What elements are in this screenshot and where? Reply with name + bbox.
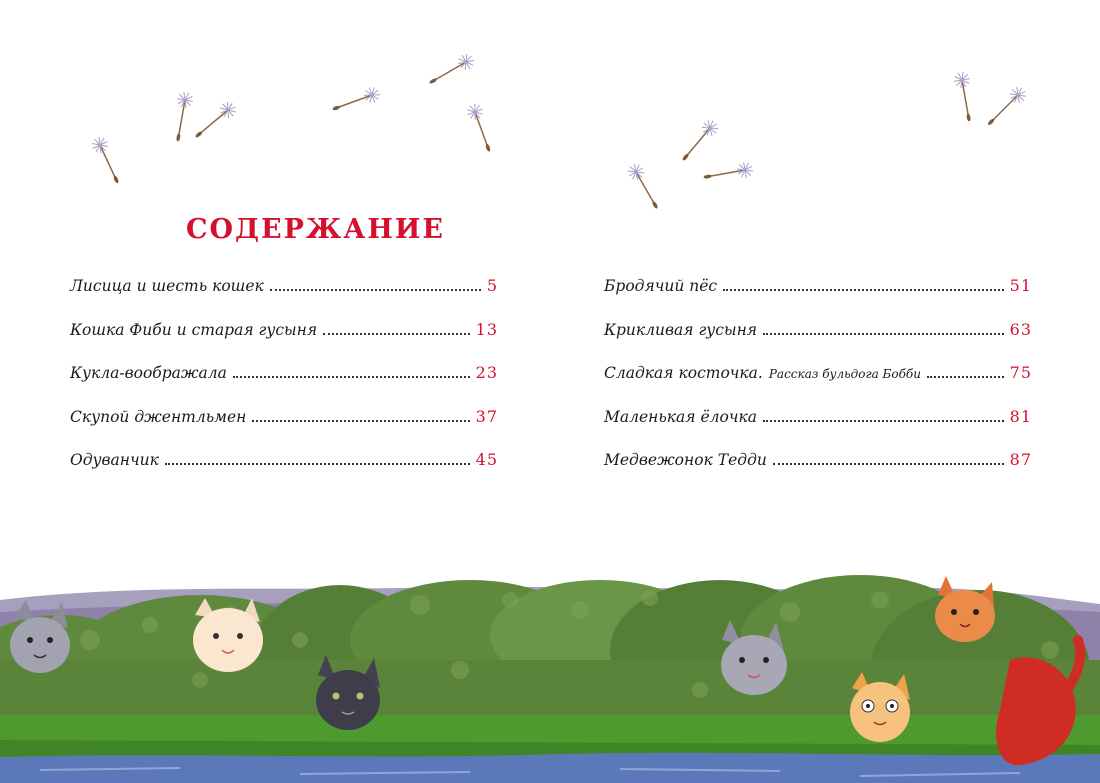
- toc-page-number: 81: [1009, 406, 1032, 426]
- toc-entry-title: Кукла-воображала: [70, 364, 227, 382]
- toc-entry-title: Одуванчик: [70, 451, 159, 469]
- toc-page-number: 63: [1009, 319, 1032, 339]
- toc-page-number: 45: [475, 450, 498, 469]
- toc-page-number: 23: [475, 363, 498, 382]
- toc-page-number: 37: [475, 406, 498, 426]
- toc-heading: СОДЕРЖАНИЕ: [186, 214, 445, 245]
- toc-page-number: 75: [1009, 363, 1032, 382]
- toc-entry-title: Маленькая ёлочка: [604, 407, 758, 426]
- toc-entry-title: Медвежонок Тедди: [604, 451, 767, 469]
- toc-page-number: 51: [1009, 276, 1032, 295]
- toc-page-number: 87: [1009, 450, 1032, 469]
- white-cat-icon: [193, 598, 263, 672]
- toc-entry-title: Бродячий пёс: [604, 277, 718, 295]
- toc-page-number: 13: [475, 319, 498, 339]
- toc-entry-title: Скупой джентльмен: [70, 407, 247, 426]
- toc-entry-title: Кошка Фиби и старая гусыня: [70, 320, 318, 339]
- toc-entry-subtitle: Рассказ бульдога Бобби: [768, 367, 921, 381]
- toc-entry-title: Сладкая косточка.: [604, 364, 763, 382]
- toc-page-number: 5: [486, 276, 498, 295]
- toc-entry-title: Крикливая гусыня: [604, 320, 758, 339]
- orange-cat-icon: [850, 672, 910, 742]
- toc-entry-title: Лисица и шесть кошек: [70, 277, 264, 295]
